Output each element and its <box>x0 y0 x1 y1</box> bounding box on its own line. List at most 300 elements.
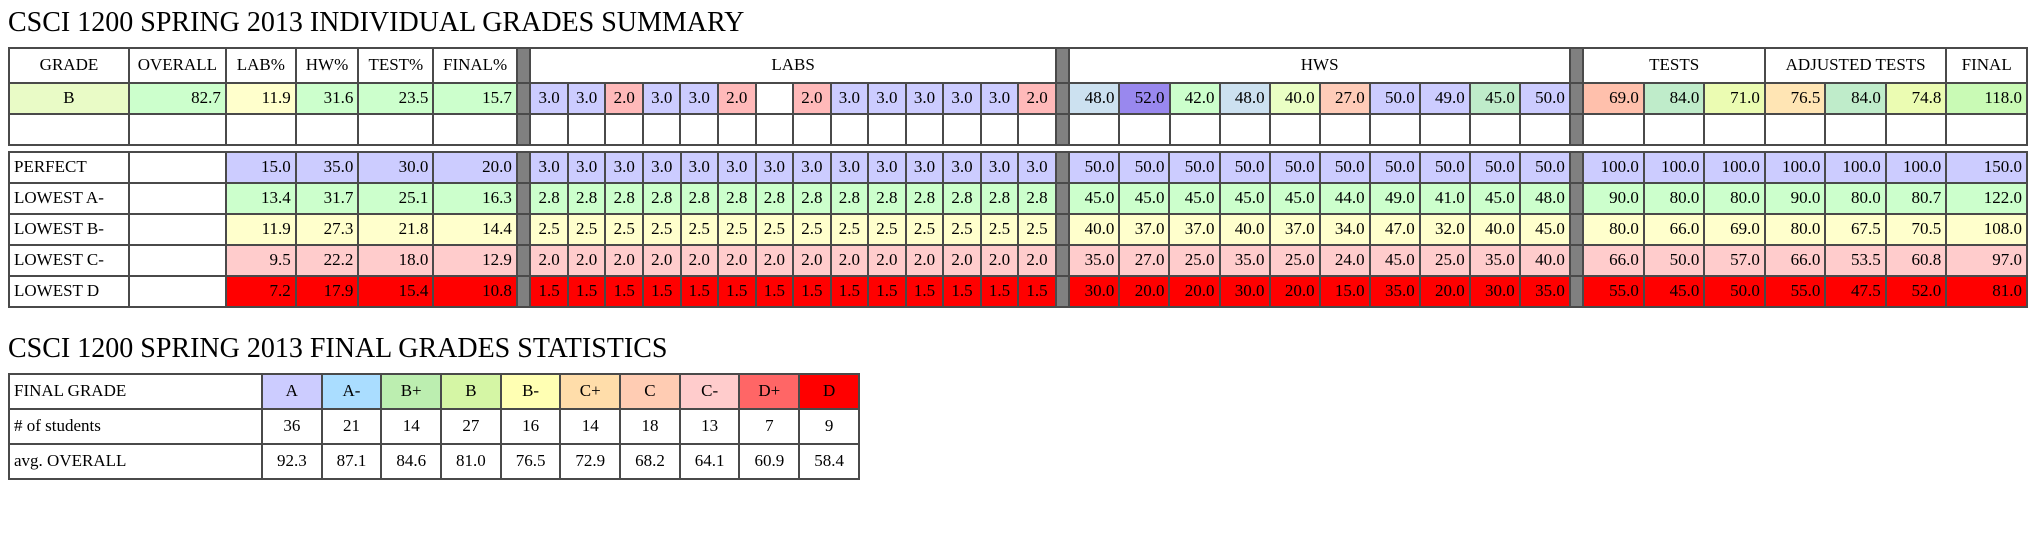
avg-overall-cell: 64.1 <box>680 444 740 479</box>
lab-score-cell: 3.0 <box>906 152 944 183</box>
hw-score-cell: 35.0 <box>1520 276 1570 307</box>
lab-score-cell: 2.8 <box>681 183 719 214</box>
lab-score-cell: 1.5 <box>681 276 719 307</box>
hw-score-cell <box>1370 114 1420 145</box>
pct-cell: 14.4 <box>433 214 516 245</box>
lab-score-cell: 3.0 <box>943 83 981 114</box>
final-total-cell: 150.0 <box>1946 152 2027 183</box>
pct-cell: 11.9 <box>226 83 296 114</box>
lab-score-cell: 3.0 <box>831 83 869 114</box>
lab-score-cell: 2.8 <box>718 183 756 214</box>
lab-score-cell: 3.0 <box>680 83 718 114</box>
hw-score-cell <box>1220 114 1270 145</box>
lab-score-cell <box>943 114 981 145</box>
avg-overall-cell: 87.1 <box>322 444 382 479</box>
hw-score-cell <box>1119 114 1169 145</box>
lab-score-cell: 2.8 <box>906 183 944 214</box>
overall-cell <box>129 214 226 245</box>
hw-score-cell <box>1069 114 1119 145</box>
hw-score-cell <box>1420 114 1470 145</box>
group-header: TESTS <box>1583 48 1764 83</box>
lab-score-cell: 1.5 <box>718 276 756 307</box>
pct-cell: 17.9 <box>296 276 359 307</box>
lab-score-cell: 2.8 <box>943 183 981 214</box>
lab-score-cell <box>981 114 1019 145</box>
lab-score-cell: 1.5 <box>756 276 794 307</box>
hw-score-cell: 34.0 <box>1320 214 1370 245</box>
adjusted-test-score-cell: 90.0 <box>1765 183 1825 214</box>
hw-score-cell: 20.0 <box>1420 276 1470 307</box>
hw-score-cell: 40.0 <box>1470 214 1520 245</box>
hw-score-cell: 50.0 <box>1169 152 1219 183</box>
reference-grades-table <box>8 151 2028 308</box>
overall-cell <box>129 114 226 145</box>
grades-page <box>8 8 2030 480</box>
reference-row-lowest-d <box>9 276 2027 307</box>
lab-score-cell <box>1018 114 1056 145</box>
lab-score-cell: 2.0 <box>643 245 681 276</box>
grade-label-cell: LOWEST A- <box>9 183 129 214</box>
hw-score-cell: 45.0 <box>1470 183 1520 214</box>
student-count-cell: 18 <box>620 409 680 444</box>
adjusted-test-score-cell: 100.0 <box>1886 152 1946 183</box>
hw-score-cell: 35.0 <box>1220 245 1270 276</box>
adjusted-test-score-cell: 70.5 <box>1886 214 1946 245</box>
lab-score-cell: 3.0 <box>1018 152 1056 183</box>
lab-score-cell: 2.5 <box>605 214 643 245</box>
hw-score-cell: 47.0 <box>1370 214 1420 245</box>
lab-score-cell: 2.5 <box>793 214 831 245</box>
lab-score-cell: 3.0 <box>831 152 869 183</box>
student-count-cell: 13 <box>680 409 740 444</box>
overall-cell: 82.7 <box>129 83 226 114</box>
avg-overall-cell: 68.2 <box>620 444 680 479</box>
pct-cell: 7.2 <box>226 276 296 307</box>
lab-score-cell: 2.5 <box>943 214 981 245</box>
lab-score-cell: 1.5 <box>868 276 906 307</box>
lab-score-cell: 2.5 <box>831 214 869 245</box>
section-separator <box>1570 276 1584 307</box>
section-separator <box>517 83 531 114</box>
hw-score-cell: 30.0 <box>1069 276 1119 307</box>
lab-score-cell: 2.0 <box>1018 83 1056 114</box>
hw-score-cell: 45.0 <box>1470 83 1520 114</box>
grade-label-cell <box>9 114 129 145</box>
lab-score-cell: 1.5 <box>530 276 568 307</box>
lab-score-cell: 2.0 <box>793 83 831 114</box>
grade-letter-cell: C <box>620 374 680 409</box>
lab-score-cell: 2.0 <box>981 245 1019 276</box>
student-count-cell: 21 <box>322 409 382 444</box>
test-score-cell: 100.0 <box>1583 152 1643 183</box>
hw-score-cell: 49.0 <box>1370 183 1420 214</box>
individual-grades-table <box>8 47 2028 146</box>
lab-score-cell: 2.0 <box>868 245 906 276</box>
hw-score-cell: 15.0 <box>1320 276 1370 307</box>
lab-score-cell: 1.5 <box>793 276 831 307</box>
lab-score-cell <box>831 114 869 145</box>
hw-score-cell: 50.0 <box>1320 152 1370 183</box>
test-score-cell: 69.0 <box>1704 214 1764 245</box>
pct-cell: 11.9 <box>226 214 296 245</box>
section-separator <box>1056 152 1070 183</box>
summary-header-row <box>9 48 2027 83</box>
pct-cell: 13.4 <box>226 183 296 214</box>
lab-score-cell: 1.5 <box>1018 276 1056 307</box>
grade-letter-cell: A- <box>322 374 382 409</box>
adjusted-test-score-cell: 66.0 <box>1765 245 1825 276</box>
hw-score-cell: 40.0 <box>1069 214 1119 245</box>
hw-score-cell: 40.0 <box>1270 83 1320 114</box>
lab-score-cell: 2.5 <box>906 214 944 245</box>
adjusted-test-score-cell: 76.5 <box>1765 83 1825 114</box>
lab-score-cell: 2.8 <box>643 183 681 214</box>
section-separator <box>517 183 531 214</box>
lab-score-cell: 2.0 <box>681 245 719 276</box>
column-header: TEST% <box>358 48 433 83</box>
stats-title: CSCI 1200 SPRING 2013 FINAL GRADES STATISTICS <box>8 332 668 364</box>
hw-score-cell: 42.0 <box>1170 83 1220 114</box>
lab-score-cell <box>568 114 606 145</box>
lab-score-cell: 3.0 <box>643 83 681 114</box>
section-separator <box>1056 245 1070 276</box>
test-score-cell: 66.0 <box>1644 214 1704 245</box>
hw-score-cell: 35.0 <box>1069 245 1119 276</box>
pct-cell: 31.6 <box>296 83 359 114</box>
lab-score-cell: 2.8 <box>981 183 1019 214</box>
section-separator <box>1570 152 1584 183</box>
lab-score-cell: 3.0 <box>681 152 719 183</box>
lab-score-cell: 2.5 <box>718 214 756 245</box>
column-header: LAB% <box>226 48 296 83</box>
lab-score-cell: 1.5 <box>643 276 681 307</box>
lab-score-cell: 3.0 <box>793 152 831 183</box>
pct-cell: 18.0 <box>358 245 433 276</box>
adjusted-test-score-cell: 74.8 <box>1886 83 1947 114</box>
student-count-cell: 9 <box>799 409 859 444</box>
pct-cell: 15.4 <box>358 276 433 307</box>
lab-score-cell <box>756 114 794 145</box>
lab-score-cell: 2.5 <box>530 214 568 245</box>
final-total-cell: 108.0 <box>1946 214 2027 245</box>
avg-overall-row <box>9 444 859 479</box>
final-grades-statistics-table <box>8 373 860 480</box>
lab-score-cell: 2.0 <box>605 245 643 276</box>
lab-score-cell: 2.5 <box>756 214 794 245</box>
hw-score-cell: 48.0 <box>1520 183 1570 214</box>
section-separator <box>1056 114 1070 145</box>
lab-score-cell: 2.5 <box>1018 214 1056 245</box>
lab-score-cell: 2.0 <box>530 245 568 276</box>
test-score-cell: 71.0 <box>1704 83 1765 114</box>
pct-cell: 31.7 <box>296 183 359 214</box>
section-separator <box>1570 48 1584 83</box>
hw-score-cell: 52.0 <box>1119 83 1169 114</box>
lab-score-cell: 3.0 <box>943 152 981 183</box>
lab-score-cell: 3.0 <box>530 83 568 114</box>
column-header: FINAL% <box>433 48 516 83</box>
lab-score-cell <box>530 114 568 145</box>
hw-score-cell: 30.0 <box>1470 276 1520 307</box>
avg-overall-cell: 60.9 <box>739 444 799 479</box>
pct-cell: 16.3 <box>433 183 516 214</box>
grade-letter-cell: B- <box>501 374 561 409</box>
lab-score-cell: 1.5 <box>831 276 869 307</box>
test-score-cell: 100.0 <box>1704 152 1764 183</box>
hw-score-cell: 45.0 <box>1169 183 1219 214</box>
pct-cell: 21.8 <box>358 214 433 245</box>
hw-score-cell: 25.0 <box>1270 245 1320 276</box>
hw-score-cell: 49.0 <box>1420 83 1470 114</box>
pct-cell: 9.5 <box>226 245 296 276</box>
grade-label-cell: LOWEST D <box>9 276 129 307</box>
lab-score-cell: 3.0 <box>568 152 606 183</box>
test-score-cell: 50.0 <box>1704 276 1764 307</box>
lab-score-cell: 3.0 <box>568 83 606 114</box>
lab-score-cell <box>793 114 831 145</box>
lab-score-cell: 2.0 <box>568 245 606 276</box>
grade-letter-cell: D <box>799 374 859 409</box>
lab-score-cell: 3.0 <box>756 152 794 183</box>
hw-score-cell <box>1320 114 1370 145</box>
grade-label-cell: PERFECT <box>9 152 129 183</box>
adjusted-test-score-cell: 52.0 <box>1886 276 1946 307</box>
adjusted-test-score-cell: 80.0 <box>1765 214 1825 245</box>
test-score-cell <box>1583 114 1643 145</box>
lab-score-cell <box>756 83 794 114</box>
test-score-cell: 80.0 <box>1583 214 1643 245</box>
pct-cell: 27.3 <box>296 214 359 245</box>
hw-score-cell: 48.0 <box>1220 83 1270 114</box>
section-separator <box>1056 276 1070 307</box>
group-header: HWS <box>1069 48 1569 83</box>
final-total-cell: 118.0 <box>1946 83 2027 114</box>
section-separator <box>1570 183 1584 214</box>
section-separator <box>517 114 531 145</box>
lab-score-cell: 2.0 <box>605 83 643 114</box>
section-separator <box>1570 214 1584 245</box>
adjusted-test-score-cell: 84.0 <box>1825 83 1885 114</box>
hw-score-cell: 40.0 <box>1520 245 1570 276</box>
lab-score-cell: 2.0 <box>831 245 869 276</box>
test-score-cell: 80.0 <box>1644 183 1704 214</box>
grade-letter-cell: D+ <box>739 374 799 409</box>
test-score-cell <box>1644 114 1704 145</box>
lab-score-cell: 3.0 <box>868 152 906 183</box>
lab-score-cell: 2.5 <box>568 214 606 245</box>
adjusted-test-score-cell: 53.5 <box>1825 245 1885 276</box>
test-score-cell: 66.0 <box>1583 245 1643 276</box>
student-count-cell: 16 <box>501 409 561 444</box>
adjusted-test-score-cell: 100.0 <box>1825 152 1885 183</box>
column-header: HW% <box>296 48 359 83</box>
lab-score-cell: 1.5 <box>605 276 643 307</box>
lab-score-cell: 2.8 <box>530 183 568 214</box>
hw-score-cell: 50.0 <box>1520 83 1570 114</box>
lab-score-cell: 3.0 <box>605 152 643 183</box>
hw-score-cell: 25.0 <box>1169 245 1219 276</box>
reference-row-lowest-a-minus <box>9 183 2027 214</box>
hw-score-cell: 50.0 <box>1470 152 1520 183</box>
hw-score-cell: 27.0 <box>1119 245 1169 276</box>
hw-score-cell: 50.0 <box>1220 152 1270 183</box>
hw-score-cell <box>1170 114 1220 145</box>
hw-score-cell: 45.0 <box>1270 183 1320 214</box>
pct-cell: 10.8 <box>433 276 516 307</box>
pct-cell: 23.5 <box>358 83 433 114</box>
lab-score-cell <box>906 114 944 145</box>
lab-score-cell: 2.5 <box>868 214 906 245</box>
group-header: ADJUSTED TESTS <box>1765 48 1946 83</box>
pct-cell: 22.2 <box>296 245 359 276</box>
column-header: OVERALL <box>129 48 226 83</box>
reference-row-lowest-c-minus <box>9 245 2027 276</box>
lab-score-cell: 2.5 <box>981 214 1019 245</box>
test-score-cell: 84.0 <box>1644 83 1704 114</box>
lab-score-cell <box>643 114 681 145</box>
adjusted-test-score-cell: 80.7 <box>1886 183 1946 214</box>
lab-score-cell: 2.0 <box>718 83 756 114</box>
hw-score-cell: 40.0 <box>1220 214 1270 245</box>
hw-score-cell: 37.0 <box>1119 214 1169 245</box>
hw-score-cell: 20.0 <box>1270 276 1320 307</box>
lab-score-cell: 3.0 <box>868 83 906 114</box>
hw-score-cell: 41.0 <box>1420 183 1470 214</box>
test-score-cell: 45.0 <box>1644 276 1704 307</box>
pct-cell: 20.0 <box>433 152 516 183</box>
adjusted-test-score-cell: 55.0 <box>1765 276 1825 307</box>
student-count-cell: 14 <box>560 409 620 444</box>
section-separator <box>517 152 531 183</box>
hw-score-cell: 32.0 <box>1420 214 1470 245</box>
pct-cell: 12.9 <box>433 245 516 276</box>
hw-score-cell: 45.0 <box>1370 245 1420 276</box>
lab-score-cell: 2.8 <box>568 183 606 214</box>
column-header: GRADE <box>9 48 129 83</box>
adjusted-test-score-cell: 67.5 <box>1825 214 1885 245</box>
section-separator <box>517 48 531 83</box>
grade-label-cell: B <box>9 83 129 114</box>
group-header: LABS <box>530 48 1056 83</box>
reference-row-perfect <box>9 152 2027 183</box>
hw-score-cell: 45.0 <box>1119 183 1169 214</box>
grade-label-cell: LOWEST C- <box>9 245 129 276</box>
lab-score-cell: 2.0 <box>756 245 794 276</box>
lab-score-cell: 3.0 <box>718 152 756 183</box>
adjusted-test-score-cell <box>1825 114 1885 145</box>
adjusted-test-score-cell: 47.5 <box>1825 276 1885 307</box>
students-count-row <box>9 409 859 444</box>
student-count-cell: 27 <box>441 409 501 444</box>
hw-score-cell <box>1470 114 1520 145</box>
lab-score-cell: 3.0 <box>906 83 944 114</box>
hw-score-cell: 20.0 <box>1169 276 1219 307</box>
lab-score-cell: 2.8 <box>793 183 831 214</box>
pct-cell: 30.0 <box>358 152 433 183</box>
pct-cell <box>358 114 433 145</box>
pct-cell <box>296 114 359 145</box>
hw-score-cell: 30.0 <box>1220 276 1270 307</box>
hw-score-cell: 50.0 <box>1069 152 1119 183</box>
final-total-cell: 97.0 <box>1946 245 2027 276</box>
hw-score-cell: 50.0 <box>1520 152 1570 183</box>
hw-score-cell: 37.0 <box>1270 214 1320 245</box>
lab-score-cell: 2.0 <box>718 245 756 276</box>
lab-score-cell: 1.5 <box>906 276 944 307</box>
avg-overall-cell: 81.0 <box>441 444 501 479</box>
hw-score-cell: 20.0 <box>1119 276 1169 307</box>
section-separator <box>1056 48 1070 83</box>
empty-row <box>9 114 2027 145</box>
section-separator <box>517 214 531 245</box>
hw-score-cell: 50.0 <box>1270 152 1320 183</box>
lab-score-cell: 2.0 <box>906 245 944 276</box>
section-separator <box>1570 245 1584 276</box>
hw-score-cell: 37.0 <box>1169 214 1219 245</box>
pct-cell: 35.0 <box>296 152 359 183</box>
section-separator <box>1056 214 1070 245</box>
avg-overall-cell: 72.9 <box>560 444 620 479</box>
lab-score-cell: 1.5 <box>981 276 1019 307</box>
test-score-cell: 50.0 <box>1644 245 1704 276</box>
avg-overall-cell: 92.3 <box>262 444 322 479</box>
hw-score-cell: 45.0 <box>1069 183 1119 214</box>
final-total-cell: 81.0 <box>1946 276 2027 307</box>
pct-cell <box>226 114 296 145</box>
lab-score-cell: 2.8 <box>868 183 906 214</box>
lab-score-cell <box>605 114 643 145</box>
hw-score-cell: 44.0 <box>1320 183 1370 214</box>
hw-score-cell: 27.0 <box>1320 83 1370 114</box>
student-count-cell: 36 <box>262 409 322 444</box>
hw-score-cell <box>1270 114 1320 145</box>
lab-score-cell <box>868 114 906 145</box>
lab-score-cell: 2.5 <box>643 214 681 245</box>
adjusted-test-score-cell: 100.0 <box>1765 152 1825 183</box>
hw-score-cell: 25.0 <box>1420 245 1470 276</box>
overall-cell <box>129 183 226 214</box>
lab-score-cell: 2.8 <box>605 183 643 214</box>
avg-overall-cell: 84.6 <box>381 444 441 479</box>
lab-score-cell: 2.0 <box>1018 245 1056 276</box>
lab-score-cell: 2.5 <box>681 214 719 245</box>
pct-cell <box>433 114 516 145</box>
lab-score-cell: 3.0 <box>981 152 1019 183</box>
test-score-cell <box>1704 114 1765 145</box>
stats-row-label: FINAL GRADE <box>9 374 262 409</box>
final-total-cell: 122.0 <box>1946 183 2027 214</box>
hw-score-cell: 45.0 <box>1520 214 1570 245</box>
avg-overall-cell: 58.4 <box>799 444 859 479</box>
pct-cell: 15.7 <box>433 83 516 114</box>
group-header: FINAL <box>1946 48 2027 83</box>
lab-score-cell: 1.5 <box>943 276 981 307</box>
section-separator <box>1056 183 1070 214</box>
section-separator <box>517 276 531 307</box>
section-separator <box>517 245 531 276</box>
test-score-cell: 100.0 <box>1644 152 1704 183</box>
test-score-cell: 69.0 <box>1583 83 1643 114</box>
pct-cell: 25.1 <box>358 183 433 214</box>
test-score-cell: 90.0 <box>1583 183 1643 214</box>
grade-label-cell: LOWEST B- <box>9 214 129 245</box>
lab-score-cell: 2.8 <box>831 183 869 214</box>
hw-score-cell: 48.0 <box>1069 83 1119 114</box>
lab-score-cell: 3.0 <box>530 152 568 183</box>
lab-score-cell: 2.8 <box>756 183 794 214</box>
lab-score-cell <box>718 114 756 145</box>
overall-cell <box>129 152 226 183</box>
